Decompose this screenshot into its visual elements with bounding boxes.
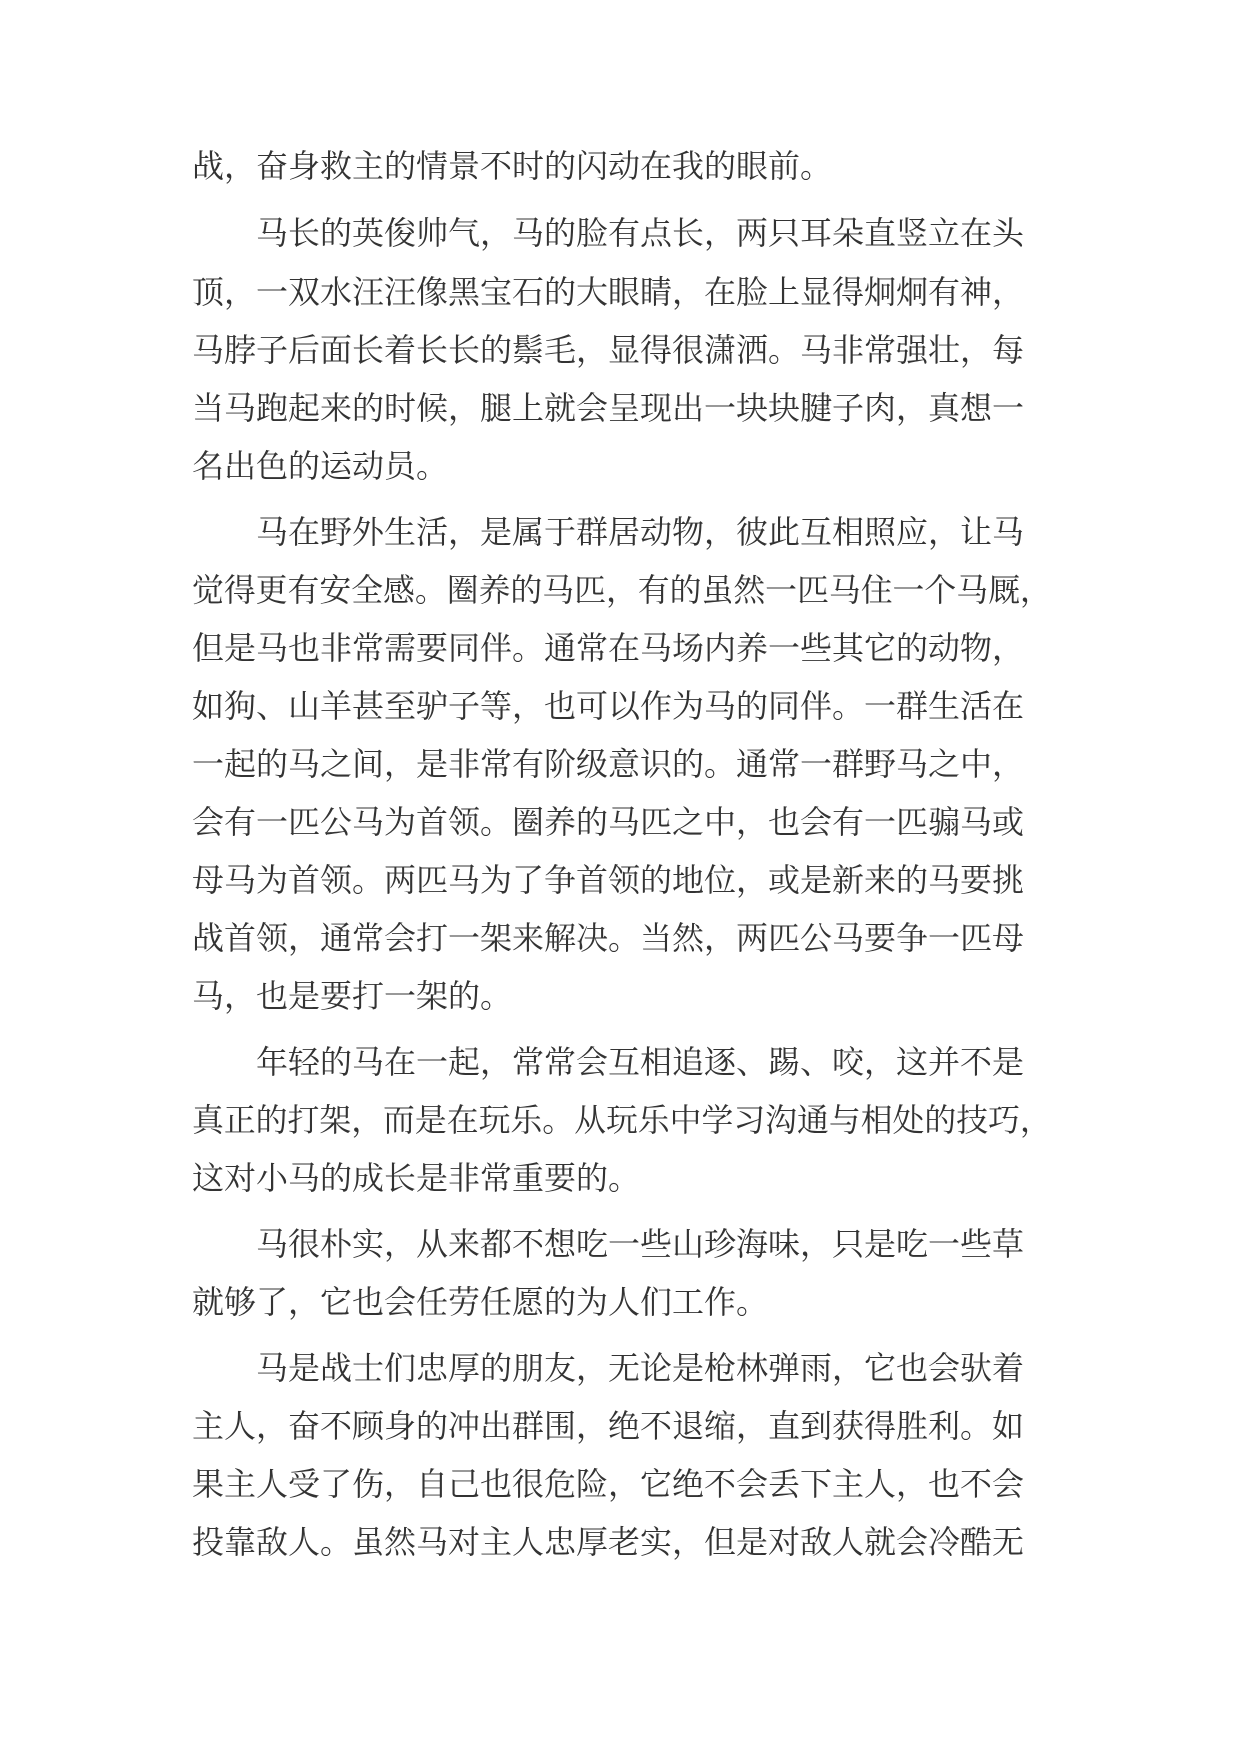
text-line: 战，奋身救主的情景不时的闪动在我的眼前。 [192,147,833,185]
text-line: 战首领，通常会打一架来解决。当然，两匹公马要争一匹母 [192,919,1025,957]
paragraph-start-line: 马长的英俊帅气，马的脸有点长，两只耳朵直竖立在头 [256,214,1025,252]
text-line: 就够了，它也会任劳任愿的为人们工作。 [192,1283,769,1321]
paragraph-start-line: 马是战士们忠厚的朋友，无论是枪林弹雨，它也会驮着 [256,1349,1025,1387]
text-line: 这对小马的成长是非常重要的。 [192,1159,641,1197]
text-line: 马，也是要打一架的。 [192,977,513,1015]
text-line: 当马跑起来的时候，腿上就会呈现出一块块腱子肉，真想一 [192,389,1025,427]
text-line: 马脖子后面长着长长的鬃毛，显得很潇洒。马非常强壮，每 [192,331,1025,369]
paragraph-start-line: 年轻的马在一起，常常会互相追逐、踢、咬，这并不是 [256,1043,1025,1081]
paragraph-start-line: 马很朴实，从来都不想吃一些山珍海味，只是吃一些草 [256,1225,1025,1263]
text-line: 会有一匹公马为首领。圈养的马匹之中，也会有一匹骟马或 [192,803,1025,841]
text-line: 主人，奋不顾身的冲出群围，绝不退缩，直到获得胜利。如 [192,1407,1025,1445]
text-line: 如狗、山羊甚至驴子等，也可以作为马的同伴。一群生活在 [192,687,1025,725]
text-line: 母马为首领。两匹马为了争首领的地位，或是新来的马要挑 [192,861,1025,899]
text-line: 果主人受了伤，自己也很危险，它绝不会丢下主人，也不会 [192,1465,1025,1503]
text-line: 顶，一双水汪汪像黑宝石的大眼睛，在脸上显得炯炯有神， [192,273,1025,311]
text-line: 真正的打架，而是在玩乐。从玩乐中学习沟通与相处的技巧， [192,1101,1052,1139]
paragraph-start-line: 马在野外生活，是属于群居动物，彼此互相照应，让马 [256,513,1025,551]
text-line: 觉得更有安全感。圈养的马匹，有的虽然一匹马住一个马厩， [192,571,1052,609]
text-line: 名出色的运动员。 [192,447,449,485]
text-line: 一起的马之间，是非常有阶级意识的。通常一群野马之中， [192,745,1025,783]
text-line: 投靠敌人。虽然马对主人忠厚老实，但是对敌人就会冷酷无 [192,1523,1025,1561]
text-line: 但是马也非常需要同伴。通常在马场内养一些其它的动物， [192,629,1025,667]
